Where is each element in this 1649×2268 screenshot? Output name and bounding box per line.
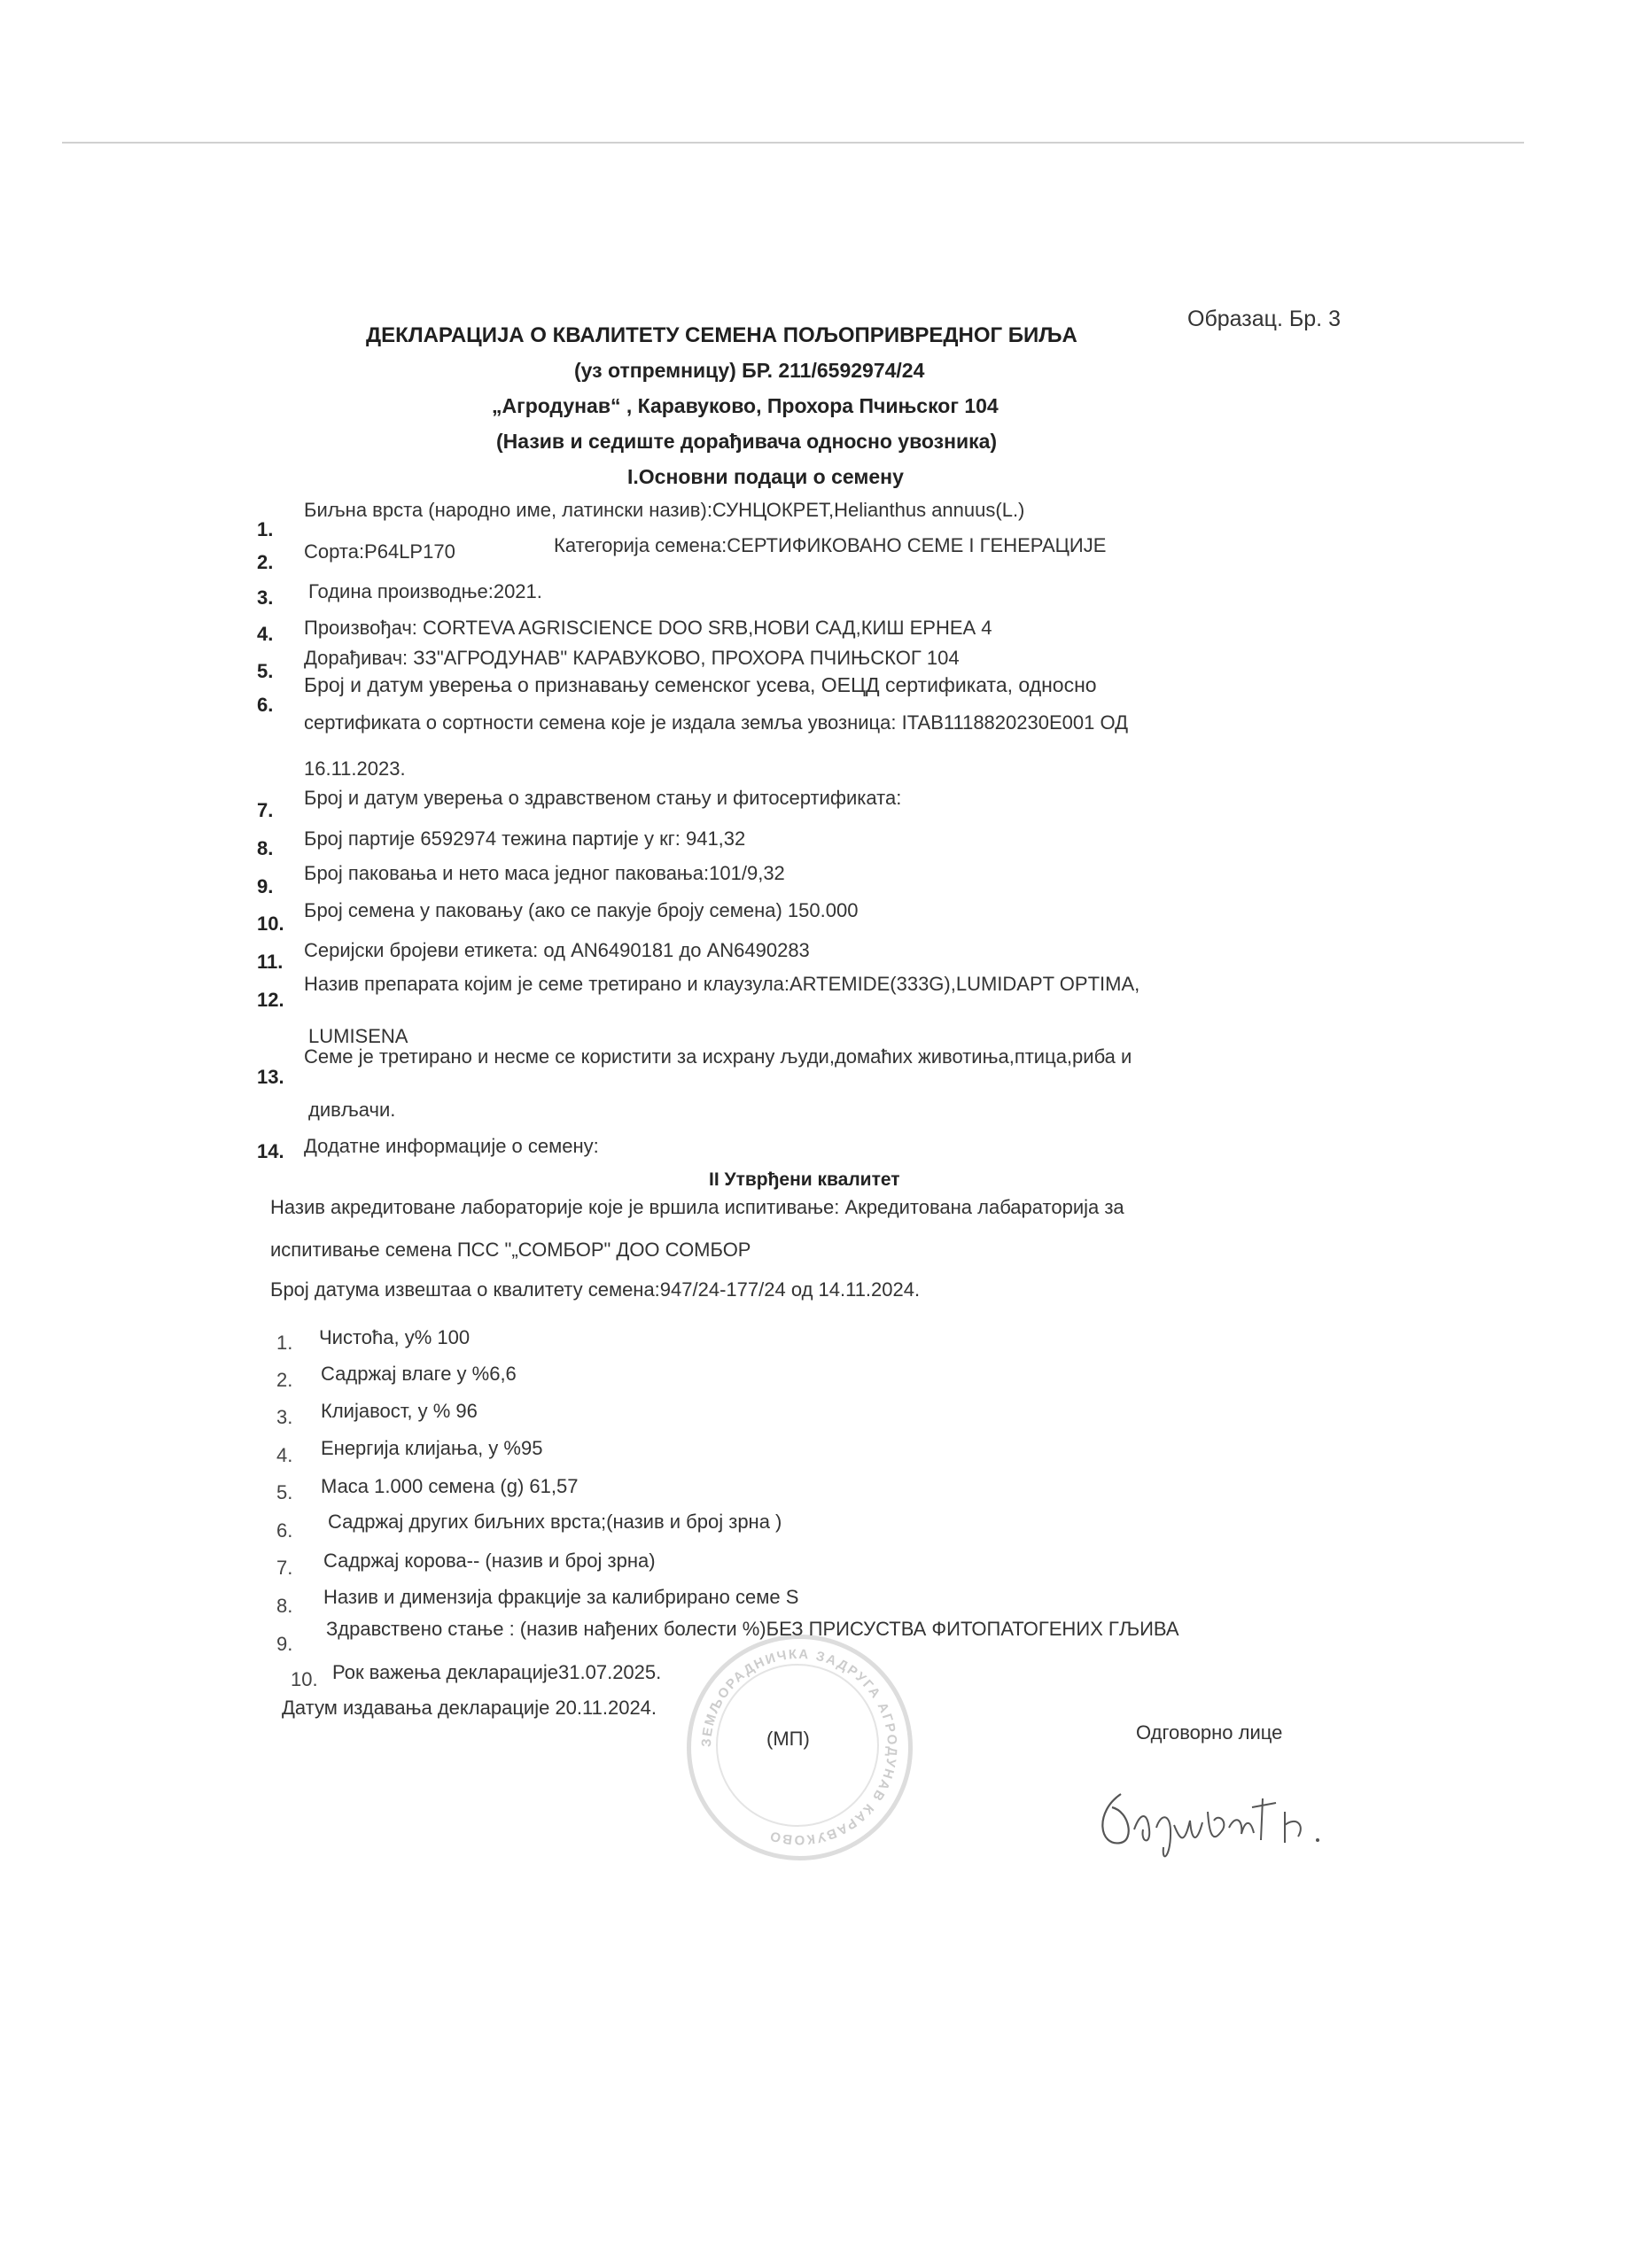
section-2-heading: II Утврђени квалитет [709, 1169, 900, 1190]
item-text: Семе је третирано и несме се користити за исхрану људи,домаћих животиња,птица,риба и [304, 1045, 1132, 1068]
item-text: Број семена у паковању (ако се пакује броју семена) 150.000 [304, 899, 859, 921]
item-number: 6. [276, 1519, 293, 1542]
item-text: Број партије 6592974 тежина партије у кг: 941,32 [304, 827, 746, 850]
item-number: 13. [257, 1066, 284, 1088]
item-text-cont: 16.11.2023. [304, 757, 406, 780]
item-text: Број и датум уверења о здравственом стању и фитосертификата: [304, 787, 902, 809]
item-number: 2. [257, 551, 274, 573]
scan-top-edge [62, 142, 1524, 144]
waybill-number: (уз отпремницу) БР. 211/6592974/24 [574, 359, 925, 382]
item-number: 4. [257, 623, 274, 645]
item-text: Рок важења декларације31.07.2025. [332, 1661, 662, 1683]
section-1-heading: I.Основни подаци о семену [627, 465, 904, 488]
item-number: 1. [276, 1332, 293, 1354]
item-number: 14. [257, 1140, 284, 1162]
item-text-2: Категорија семена:СЕРТИФИКОВАНО СЕМЕ I ГЕНЕРАЦИЈЕ [554, 534, 1107, 556]
item-number: 8. [257, 837, 274, 859]
item-number: 8. [276, 1595, 293, 1617]
item-text: Година производње:2021. [308, 580, 542, 602]
item-text: Биљна врста (народно име, латински назив):СУНЦОКРЕТ,Helianthus annuus(L.) [304, 499, 1025, 521]
item-number: 9. [257, 875, 274, 897]
item-number: 5. [276, 1481, 293, 1503]
item-text: Маса 1.000 семена (g) 61,57 [321, 1475, 579, 1497]
company-caption: (Назив и седиште дорађивача односно увозника) [496, 430, 998, 453]
item-text: Серијски бројеви етикета: од AN6490181 до AN6490283 [304, 939, 810, 961]
svg-text:ЗЕМЉОРАДНИЧКА ЗАДРУГА АГРОДУНА: ЗЕМЉОРАДНИЧКА ЗАДРУГА АГРОДУНАВ КАРАВУКОВО [698, 1646, 900, 1848]
item-text: Назив препарата којим је семе третирано и клаузула:ARTEMIDE(333G),LUMIDAPT OPTIMA, [304, 973, 1140, 995]
item-number: 7. [276, 1557, 293, 1579]
item-number: 10. [257, 913, 284, 935]
item-number: 12. [257, 989, 284, 1011]
item-text: Број и датум уверења о признавању семенског усева, ОЕЦД сертификата, односно [304, 673, 1097, 696]
item-text: Енергија клијања, у %95 [321, 1437, 543, 1459]
item-number: 4. [276, 1444, 293, 1466]
company-name: „Агродунав“ , Каравуково, Прохора Пчињског 104 [492, 394, 999, 417]
item-text: Здравствено стање : (назив нађених болести %)БЕЗ ПРИСУСТВА ФИТОПАТОГЕНИХ ГЉИВА [326, 1618, 1179, 1640]
item-text: Дорађивач: ЗЗ"АГРОДУНАВ" КАРАВУКОВО, ПРОХОРА ПЧИЊСКОГ 104 [304, 647, 960, 669]
report-number-line: Број датума извештаа о квалитету семена:947/24-177/24 од 14.11.2024. [270, 1278, 921, 1301]
item-text: Број паковања и нето маса једног паковања:101/9,32 [304, 862, 785, 884]
item-number: 9. [276, 1633, 293, 1655]
item-text: Сорта:P64LP170 [304, 540, 455, 563]
lab-name-line-1: Назив акредитоване лабораторије које је вршила испитивање: Акредитована лабараторија за [270, 1196, 1124, 1218]
item-number: 7. [257, 799, 274, 821]
issue-date: Датум издавања декларације 20.11.2024. [282, 1697, 657, 1719]
item-number: 10. [291, 1668, 318, 1690]
item-text: Садржај влаге у %6,6 [321, 1363, 517, 1385]
item-text: Произвођач: CORTEVA AGRISCIENCE DOO SRB,НОВИ САД,КИШ ЕРНЕА 4 [304, 617, 992, 639]
item-text: Клијавост, у % 96 [321, 1400, 478, 1422]
item-text: Чистоћа, у% 100 [319, 1326, 471, 1348]
stamp-placeholder-label: (МП) [766, 1728, 810, 1750]
item-number: 3. [276, 1406, 293, 1428]
item-text: Додатне информације о семену: [304, 1135, 599, 1157]
item-text-cont: LUMISENA [308, 1025, 408, 1047]
responsible-person-label: Одговорно лице [1136, 1721, 1283, 1744]
document-title: ДЕКЛАРАЦИЈА О КВАЛИТЕТУ СЕМЕНА ПОЉОПРИВРЕДНОГ БИЉА [366, 323, 1077, 347]
item-number: 2. [276, 1369, 293, 1391]
item-text: Назив и димензија фракције за калибрирано семе S [323, 1586, 799, 1608]
item-number: 1. [257, 518, 274, 540]
item-text: Садржај других биљних врста;(назив и број зрна ) [328, 1511, 782, 1533]
lab-name-line-2: испитивање семена ПСС "„СОМБОР" ДОО СОМБОР [270, 1239, 751, 1261]
form-number: Образац. Бр. 3 [1187, 307, 1341, 331]
item-text-cont: сертификата о сортности семена које је издала земља увозница: ITAB1118820230E001 ОД [304, 711, 1128, 734]
item-number: 3. [257, 586, 274, 609]
item-text-cont: дивљачи. [308, 1099, 396, 1121]
item-number: 5. [257, 660, 274, 682]
item-text: Садржај корова-- (назив и број зрна) [323, 1550, 656, 1572]
item-number: 6. [257, 694, 274, 716]
item-number: 11. [257, 951, 284, 973]
signature [1085, 1759, 1351, 1883]
